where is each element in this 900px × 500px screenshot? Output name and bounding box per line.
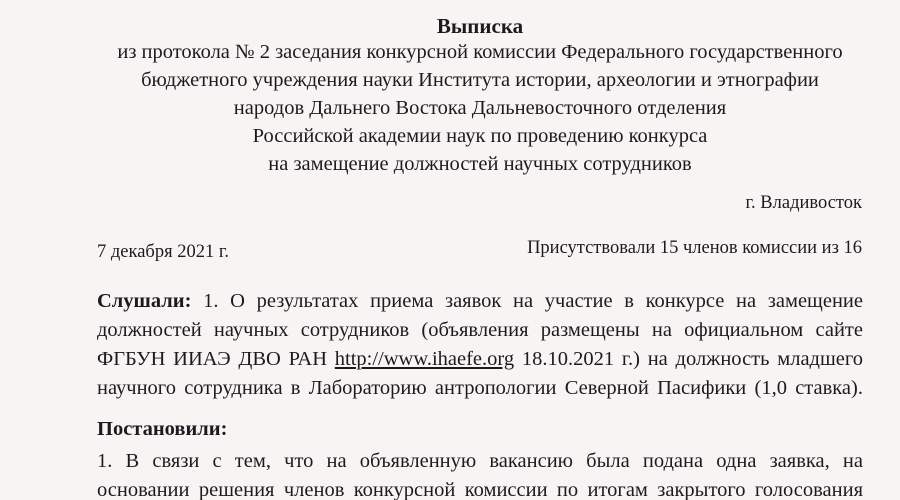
heard-text: 18.10.2021 г.) на должность младшего bbox=[514, 348, 864, 370]
city-label: г. Владивосток bbox=[745, 193, 862, 213]
decided-section bbox=[97, 447, 863, 500]
subtitle-line: Российской академии наук по проведению конкурса bbox=[252, 125, 708, 147]
document-subtitle bbox=[0, 38, 900, 178]
decided-line: основании решения членов конкурсной комиссии по итогам закрытого голосования bbox=[97, 479, 863, 500]
decided-label: Постановили: bbox=[97, 418, 228, 440]
decided-line: 1. В связи с тем, что на объявленную вакансию была подана одна заявка, на bbox=[97, 450, 863, 472]
heard-text: 1. О результатах приема заявок на участие в конкурсе на замещение bbox=[191, 290, 863, 312]
subtitle-line: на замещение должностей научных сотрудников bbox=[268, 153, 692, 175]
subtitle-line: народов Дальнего Востока Дальневосточного отделения bbox=[233, 97, 727, 119]
heard-line bbox=[97, 345, 863, 374]
heard-section bbox=[97, 287, 863, 403]
heard-text: ФГБУН ИИАЭ ДВО РАН bbox=[97, 348, 335, 370]
subtitle-line: бюджетного учреждения науки Института истории, археологии и этнографии bbox=[141, 69, 819, 91]
date-label: 7 декабря 2021 г. bbox=[97, 242, 229, 262]
heard-line: должностей научных сотрудников (объявления размещены на официальном сайте bbox=[97, 319, 863, 341]
website-link[interactable]: http://www.ihaefe.org bbox=[334, 348, 515, 370]
subtitle-line: из протокола № 2 заседания конкурсной комиссии Федерального государственного bbox=[117, 41, 843, 63]
document-title: Выписка bbox=[436, 14, 524, 38]
heard-label: Слушали: bbox=[97, 290, 192, 312]
attendance-label: Присутствовали 15 членов комиссии из 16 bbox=[527, 238, 862, 258]
heard-line: научного сотрудника в Лабораторию антропологии Северной Пасифики (1,0 ставка). bbox=[97, 377, 863, 399]
heard-line bbox=[97, 287, 863, 316]
